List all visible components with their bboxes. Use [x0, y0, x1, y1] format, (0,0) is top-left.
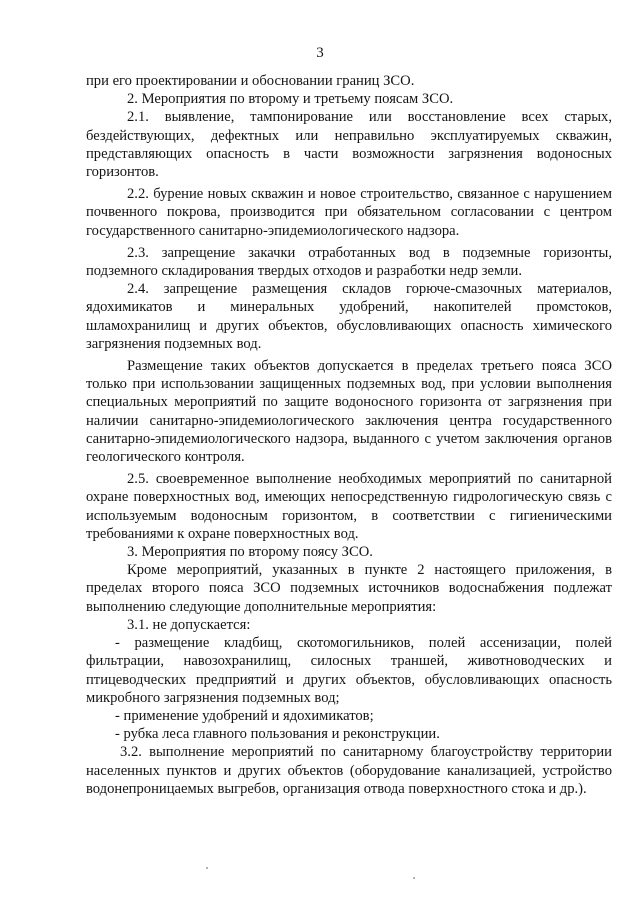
placement-paragraph: Размещение таких объектов допускается в пределах третьего пояса ЗСО только при использовании защищенных подземных вод, при условии выполнения специальных мероприятий по защите водоносного горизонта от загрязнения при наличии санитарно-эпидемиологического заключения центра государственного санитарно-эпидемиологического надзора, выданного с учетом заключения органов геологического контроля. — [86, 358, 612, 466]
additional-measures-paragraph: Кроме мероприятий, указанных в пункте 2 настоящего приложения, в пределах второго пояса ЗСО подземных источников водоснабжения подлежат выполнению следующие дополнительные мероприятия: — [86, 562, 612, 615]
section-heading-2: 2. Мероприятия по второму и третьему поясам ЗСО. — [127, 91, 454, 108]
paragraph-continuation: при его проектировании и обосновании границ ЗСО. — [86, 73, 415, 89]
clause-3-2: 3.2. выполнение мероприятий по санитарному благоустройству территории населенных пунктов и других объектов (оборудование канализацией, устройство водонепроницаемых выгребов, организация отвода поверхностного стока и др.). — [86, 744, 612, 797]
page-number: 3 — [316, 45, 324, 61]
clause-2-4: 2.4. запрещение размещения складов горюче-смазочных материалов, ядохимикатов и минеральных удобрений, накопителей промстоков, шламохранилищ и других объектов, обусловливающих опасность химического загрязнения подземных вод. — [86, 281, 612, 352]
list-item-cemeteries: - размещение кладбищ, скотомогильников, полей ассенизации, полей фильтрации, навозохранилищ, силосных траншей, животноводческих и птицеводческих предприятий и других объектов, обусловливающих опасность микробного загрязнения подземных вод; — [86, 635, 612, 706]
section-heading-3: 3. Мероприятия по второму поясу ЗСО. — [127, 544, 373, 561]
clause-2-1: 2.1. выявление, тампонирование или восстановление всех старых, бездействующих, дефектных или неправильно эксплуатируемых скважин, представляющих опасность в части возможности загрязнения водоносных горизонтов. — [86, 109, 612, 181]
list-item-logging: - рубка леса главного пользования и реконструкции. — [115, 726, 440, 743]
document-body — [86, 72, 612, 798]
list-item-fertilizers: - применение удобрений и ядохимикатов; — [115, 707, 374, 724]
scan-speck — [206, 867, 208, 869]
clause-3-1: 3.1. не допускается: — [127, 616, 251, 633]
clause-2-3: 2.3. запрещение закачки отработанных вод в подземные горизонты, подземного складирования твердых отходов и разработки недр земли. — [86, 244, 612, 280]
scan-speck — [413, 877, 415, 879]
clause-2-2: 2.2. бурение новых скважин и новое строительство, связанное с нарушением почвенного покрова, производится при обязательном согласовании с центром государственного санитарно-эпидемиологического надзора. — [86, 186, 612, 239]
clause-2-5: 2.5. своевременное выполнение необходимых мероприятий по санитарной охране поверхностных вод, имеющих непосредственную гидрологическую связь с используемым водоносным горизонтом, в соответствии с гигиеническими требованиями к охране поверхностных вод. — [86, 471, 612, 542]
